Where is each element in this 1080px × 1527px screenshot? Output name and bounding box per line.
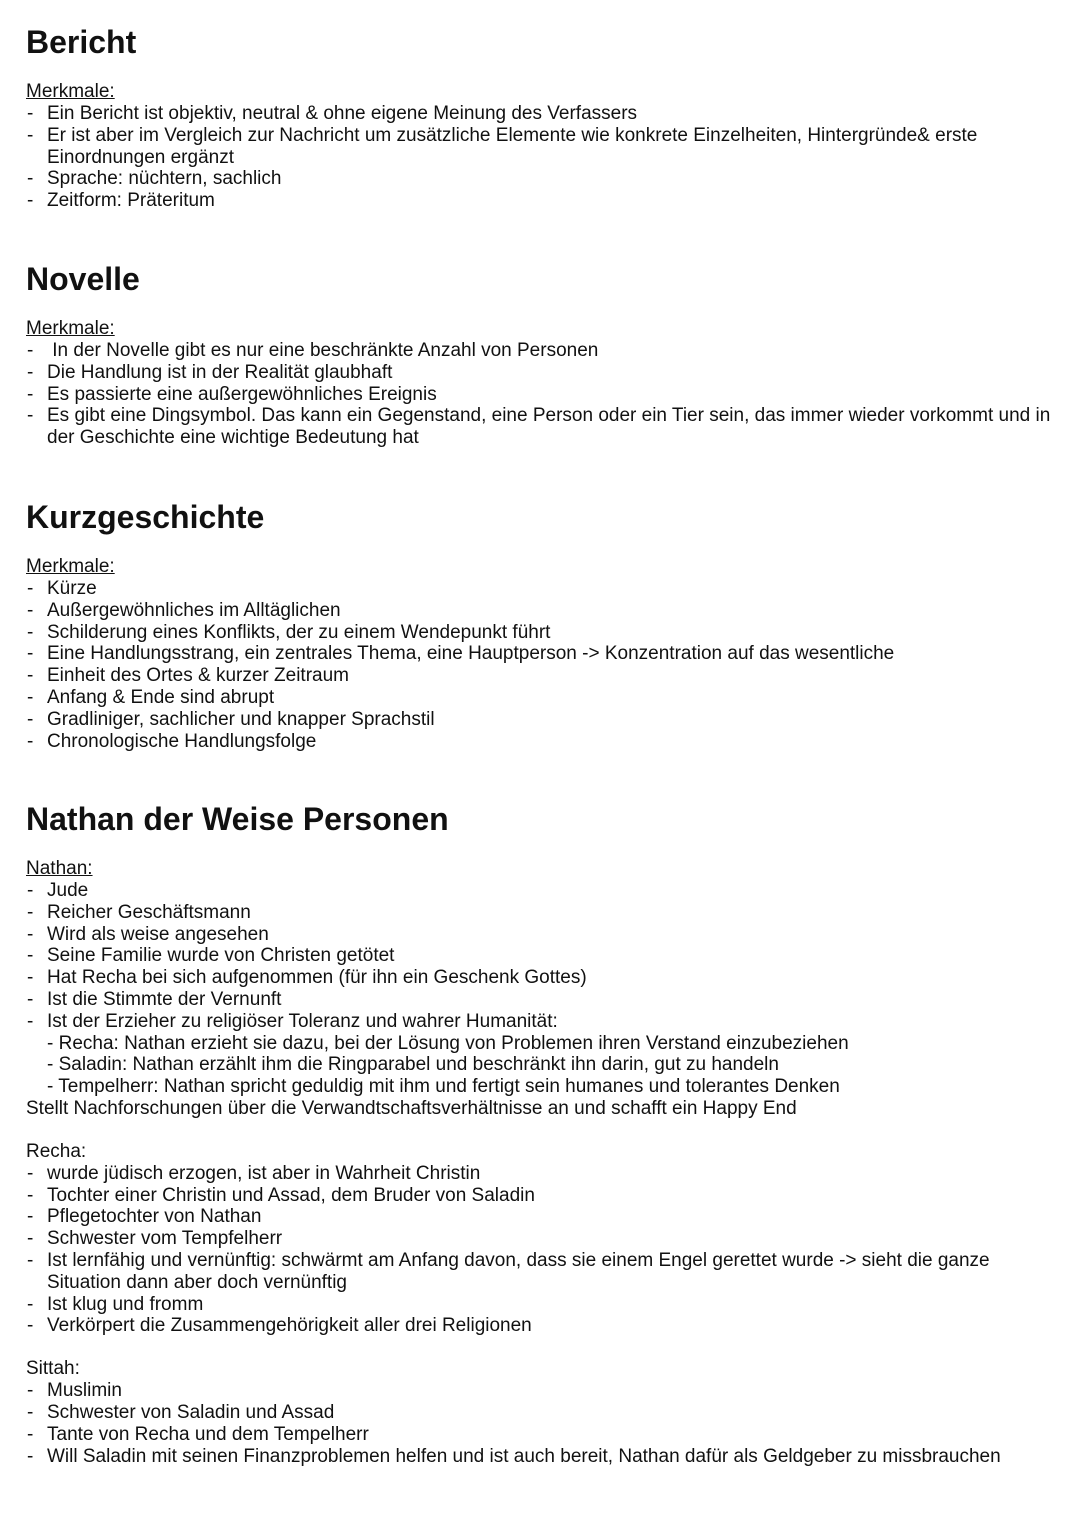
section-label: Merkmale: — [26, 318, 115, 339]
feature-list — [26, 103, 1066, 212]
section-novelle — [26, 260, 1066, 449]
list-item: - Es gibt eine Dingsymbol. Das kann ein Gegenstand, eine Person oder ein Tier sein, das immer wieder vorkommt und in der Geschichte eine wichtige Bedeutung hat — [27, 405, 1051, 449]
section-kurzgeschichte — [26, 498, 1066, 752]
character-label-recha: Recha: — [26, 1140, 87, 1162]
list-item: - Die Handlung ist in der Realität glaubhaft — [27, 361, 393, 383]
list-item: - Kürze — [27, 578, 97, 599]
list-item: - Ist klug und fromm — [27, 1293, 204, 1315]
list-item: - Wird als weise angesehen — [27, 923, 269, 945]
section-label: Merkmale: — [26, 81, 115, 102]
list-item: - Schwester vom Tempfelherr — [27, 1228, 283, 1250]
list-item: - Verkörpert die Zusammengehörigkeit aller drei Religionen — [27, 1315, 532, 1337]
list-item: - Eine Handlungsstrang, ein zentrales Thema, eine Hauptperson -> Konzentration auf das wesentliche — [27, 643, 895, 665]
list-item: - Seine Familie wurde von Christen getötet — [27, 945, 395, 967]
list-item: - Schilderung eines Konflikts, der zu einem Wendepunkt führt — [27, 621, 551, 643]
list-item: - Reicher Geschäftsmann — [27, 901, 251, 923]
list-item: - Ist die Stimmte der Vernunft — [27, 988, 282, 1010]
section-title: Bericht — [26, 24, 137, 60]
list-item: - Ist lernfähig und vernünftig: schwärmt am Anfang davon, dass sie einem Engel gerettet wurde -> sieht die ganze Situation dann aber doch vernünftig — [27, 1249, 990, 1293]
list-item: - Anfang & Ende sind abrupt — [27, 686, 275, 708]
character-label-nathan: Nathan: — [26, 858, 93, 879]
section-label: Merkmale: — [26, 556, 115, 577]
list-item: - wurde jüdisch erzogen, ist aber in Wahrheit Christin — [27, 1162, 481, 1184]
list-item: - Ein Bericht ist objektiv, neutral & ohne eigene Meinung des Verfassers — [27, 103, 638, 124]
character-label-sittah: Sittah: — [26, 1358, 80, 1380]
list-item: - Außergewöhnliches im Alltäglichen — [27, 599, 341, 621]
list-item: - Jude — [27, 880, 89, 901]
list-item: - Muslimin — [27, 1380, 122, 1402]
sub-item: - Tempelherr: Nathan spricht geduldig mit ihm und fertigt sein humanes und tolerantes Denken — [47, 1076, 840, 1098]
feature-list — [26, 340, 1066, 449]
sub-item: - Saladin: Nathan erzählt ihm die Ringparabel und beschränkt ihn darin, gut zu handeln — [47, 1054, 779, 1076]
list-item: - Er ist aber im Vergleich zur Nachricht um zusätzliche Elemente wie konkrete Einzelheiten, Hintergründe& erste Einordnungen ergänzt — [27, 124, 978, 168]
list-item: - Zeitform: Präteritum — [27, 190, 215, 212]
list-item: - Schwester von Saladin und Assad — [27, 1401, 335, 1423]
character-list-recha — [26, 1163, 1066, 1337]
section-bericht — [26, 23, 1066, 212]
sub-item: - Recha: Nathan erzieht sie dazu, bei der Lösung von Problemen ihren Verstand einzubeziehen — [47, 1032, 849, 1054]
list-item: - In der Novelle gibt es nur eine beschränkte Anzahl von Personen — [27, 340, 599, 361]
list-item: - Hat Recha bei sich aufgenommen (für ihn ein Geschenk Gottes) — [27, 967, 587, 989]
section-title: Nathan der Weise Personen — [26, 801, 449, 837]
closing-line: Stellt Nachforschungen über die Verwandtschaftsverhältnisse an und schafft ein Happy End — [26, 1097, 797, 1119]
list-item: - Will Saladin mit seinen Finanzproblemen helfen und ist auch bereit, Nathan dafür als Geldgeber zu missbrauchen — [27, 1445, 1001, 1467]
list-item: - Tante von Recha und dem Tempelherr — [27, 1423, 369, 1445]
section-nathan-der-weise — [26, 800, 1066, 1467]
list-item: - Pflegetochter von Nathan — [27, 1206, 262, 1228]
character-list-nathan — [26, 880, 1066, 1033]
list-item: - Einheit des Ortes & kurzer Zeitraum — [27, 665, 349, 687]
section-title: Kurzgeschichte — [26, 499, 265, 535]
character-list-sittah — [26, 1380, 1066, 1467]
list-item: - Tochter einer Christin und Assad, dem Bruder von Saladin — [27, 1184, 535, 1206]
list-item: - Gradliniger, sachlicher und knapper Sprachstil — [27, 708, 435, 730]
list-item: - Es passierte eine außergewöhnliches Ereignis — [27, 383, 437, 405]
list-item: - Sprache: nüchtern, sachlich — [27, 168, 282, 190]
list-item: - Chronologische Handlungsfolge — [27, 730, 317, 752]
feature-list — [26, 578, 1066, 752]
list-item: - Ist der Erzieher zu religiöser Toleranz und wahrer Humanität: — [27, 1010, 558, 1032]
section-title: Novelle — [26, 261, 140, 297]
